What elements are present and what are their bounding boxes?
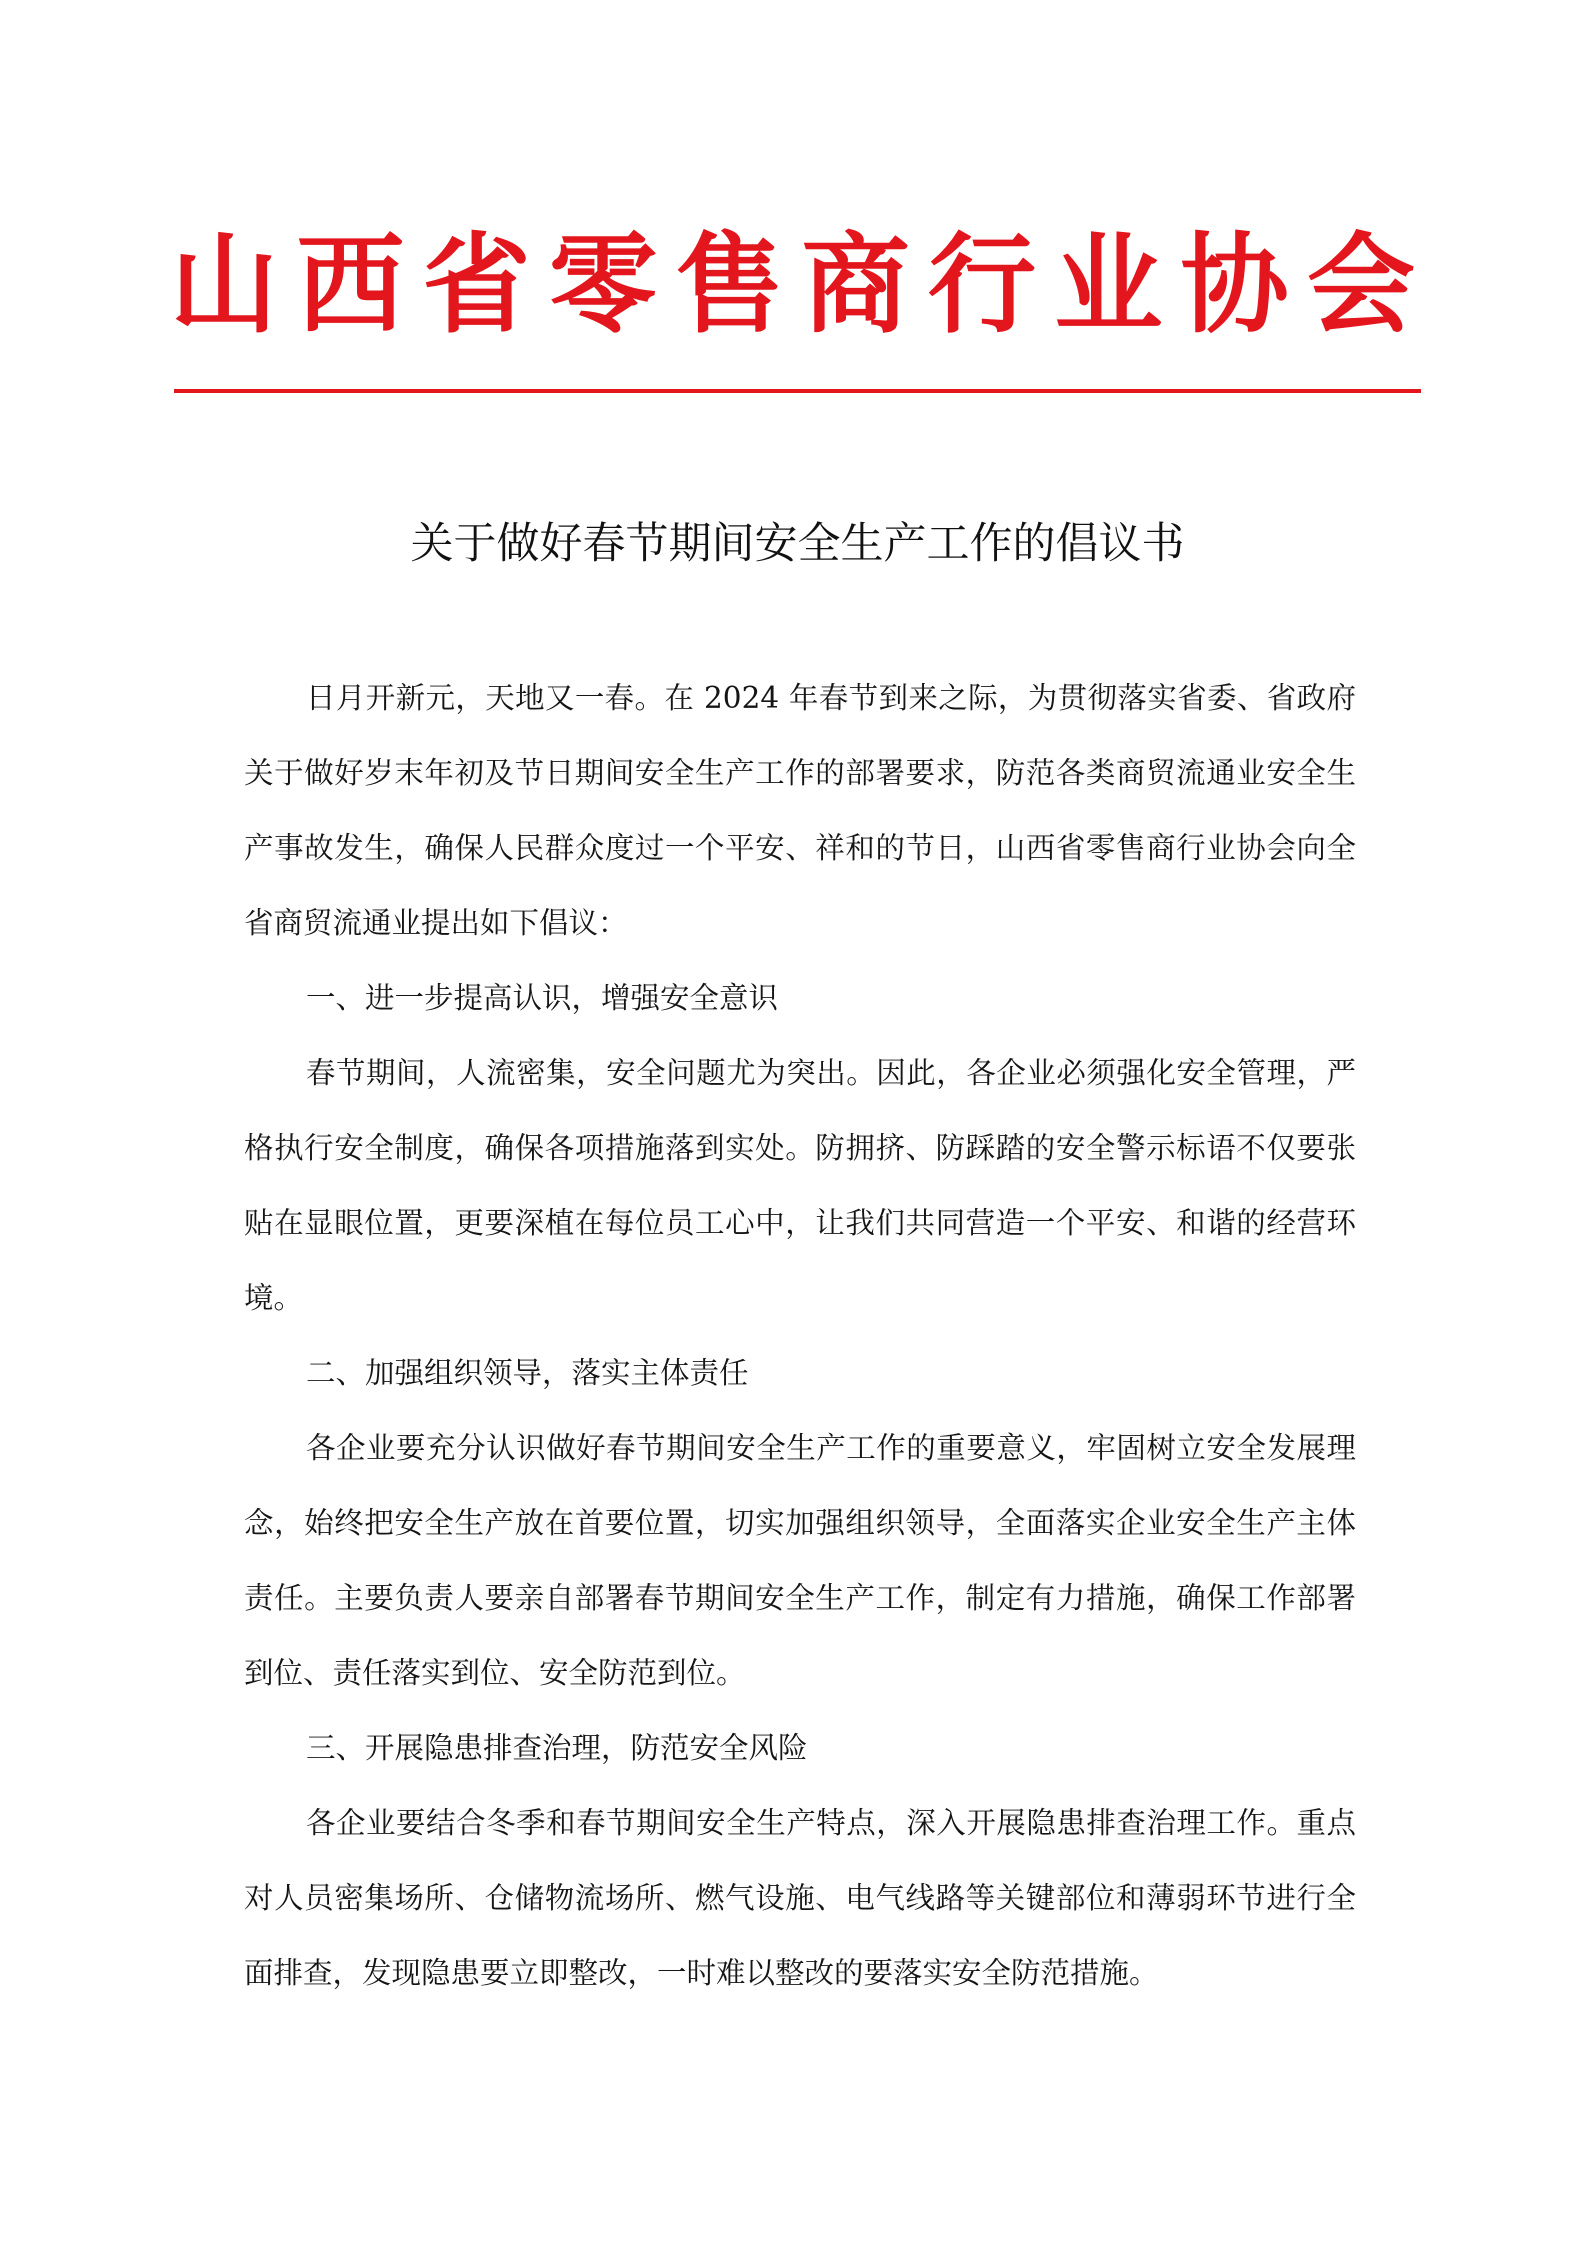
section-paragraph-2: 各企业要充分认识做好春节期间安全生产工作的重要意义，牢固树立安全发展理念，始终把安全生产放在首要位置，切实加强组织领导，全面落实企业安全生产主体责任。主要负责人要亲自部署春节期间安全生产工作，制定有力措施，确保工作部署到位、责任落实到位、安全防范到位。 bbox=[244, 1431, 1356, 1690]
masthead-char: 零 bbox=[548, 222, 657, 348]
proposal-title: 关于做好春节期间安全生产工作的倡议书 bbox=[410, 518, 1185, 569]
masthead-char: 售 bbox=[675, 222, 784, 348]
masthead-char: 西 bbox=[296, 222, 405, 348]
masthead-char: 会 bbox=[1306, 222, 1415, 348]
masthead-char: 行 bbox=[927, 222, 1036, 348]
proposal-body bbox=[244, 661, 1356, 2011]
masthead-char: 业 bbox=[1054, 222, 1163, 348]
section-paragraph-1: 春节期间，人流密集，安全问题尤为突出。因此，各企业必须强化安全管理，严格执行安全制度，确保各项措施落到实处。防拥挤、防踩踏的安全警示标语不仅要张贴在显眼位置，更要深植在每位员工心中，让我们共同营造一个平安、和谐的经营环境。 bbox=[244, 1056, 1356, 1315]
masthead-char: 商 bbox=[801, 222, 910, 348]
section-paragraph-3: 各企业要结合冬季和春节期间安全生产特点，深入开展隐患排查治理工作。重点对人员密集场所、仓储物流场所、燃气设施、电气线路等关键部位和薄弱环节进行全面排查，发现隐患要立即整改，一时难以整改的要落实安全防范措施。 bbox=[244, 1806, 1356, 1990]
masthead-char: 协 bbox=[1180, 222, 1289, 348]
red-divider bbox=[174, 389, 1421, 393]
masthead-char: 省 bbox=[422, 222, 531, 348]
masthead-char: 山 bbox=[170, 222, 279, 348]
section-heading-2: 二、加强组织领导，落实主体责任 bbox=[306, 1356, 749, 1390]
intro-paragraph: 日月开新元，天地又一春。在 2024 年春节到来之际，为贯彻落实省委、省政府关于做好岁末年初及节日期间安全生产工作的部署要求，防范各类商贸流通业安全生产事故发生，确保人民群众度过一个平安、祥和的节日，山西省零售商行业协会向全省商贸流通业提出如下倡议： bbox=[244, 681, 1356, 940]
section-heading-3: 三、开展隐患排查治理，防范安全风险 bbox=[306, 1731, 808, 1765]
section-heading-1: 一、进一步提高认识，增强安全意识 bbox=[306, 981, 779, 1015]
association-masthead bbox=[170, 205, 1415, 365]
